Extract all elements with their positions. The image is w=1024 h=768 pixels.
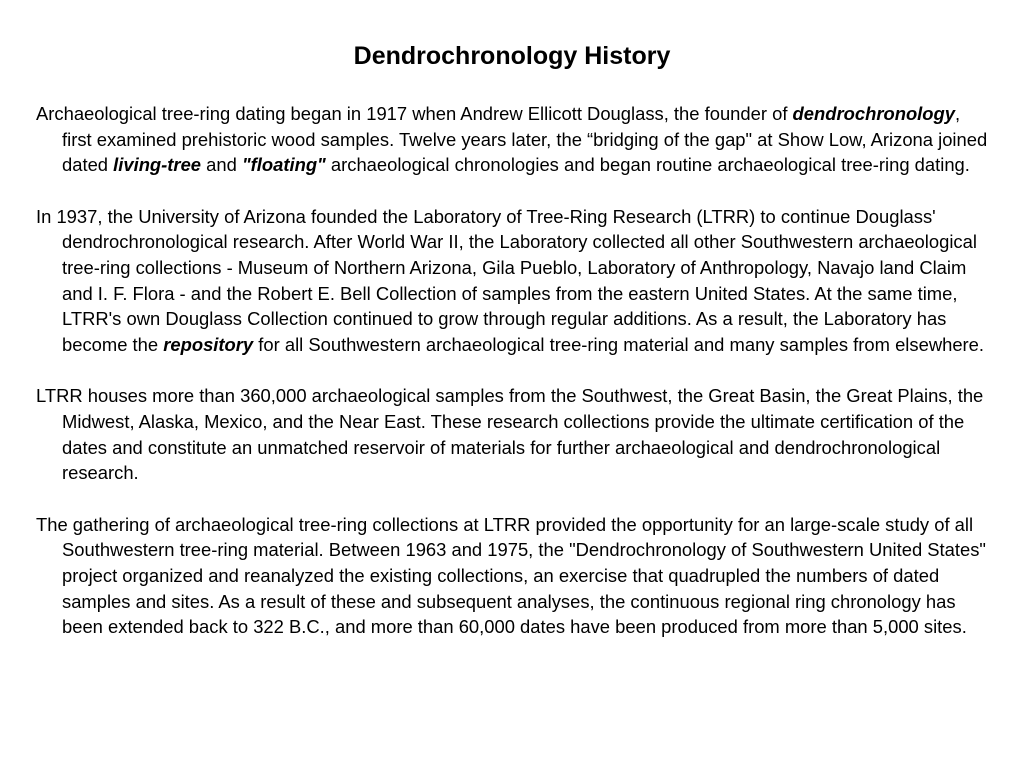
text-run: The gathering of archaeological tree-ring collections at LTRR provided the opportunity for an large-scale study of all Southwestern tree-ring material. Between 1963 and 1975, the "Dendrochronology of Southwestern United States" project organized and reanalyzed the existing collections, an exercise that quadrupled the numbers of dated samples and sites. As a result of these and subsequent analyses, the continuous regional ring chronology has been extended back to 322 B.C., and more than 60,000 dates have been produced from more than 5,000 sites.	[36, 513, 986, 638]
text-run: , first examined prehistoric wood samples. Twelve years later, the “bridging of the gap" at Show Low, Arizona joined dated	[62, 103, 988, 176]
paragraph-3	[36, 383, 992, 485]
emphasis-term: dendrochronology	[792, 103, 955, 124]
paragraph-2	[36, 204, 992, 358]
text-run: archaeological chronologies and began routine archaeological tree-ring dating.	[325, 154, 970, 176]
emphasis-term: "floating"	[241, 154, 326, 176]
text-run: LTRR houses more than 360,000 archaeological samples from the Southwest, the Great Basin, the Great Plains, the Midwest, Alaska, Mexico, and the Near East. These research collections provide the ultimate certification of the dates and constitute an unmatched reservoir of materials for further archaeological and dendrochronological research.	[36, 385, 984, 484]
page-title: Dendrochronology History	[353, 42, 671, 70]
emphasis-term: living-tree	[113, 154, 202, 176]
paragraph-4	[36, 512, 992, 640]
text-run: for all Southwestern archaeological tree-ring material and many samples from elsewhere.	[253, 333, 985, 355]
emphasis-term: repository	[163, 333, 254, 355]
paragraph-1	[36, 101, 992, 178]
slide-body	[36, 101, 992, 666]
text-run: Archaeological tree-ring dating began in 1917 when Andrew Ellicott Douglass, the founder of	[36, 103, 793, 124]
text-run: In 1937, the University of Arizona founded the Laboratory of Tree-Ring Research (LTRR) to continue Douglass' dendrochronological research. After World War II, the Laboratory collected all other Southwestern archaeological tree-ring collections - Museum of Northern Arizona, Gila Pueblo, Laboratory of Anthropology, Navajo land Claim and I. F. Flora - and the Robert E. Bell Collection of samples from the eastern United States. At the same time, LTRR's own Douglass Collection continued to grow through regular additions. As a result, the Laboratory has become the	[36, 205, 977, 355]
text-run: and	[201, 154, 242, 176]
